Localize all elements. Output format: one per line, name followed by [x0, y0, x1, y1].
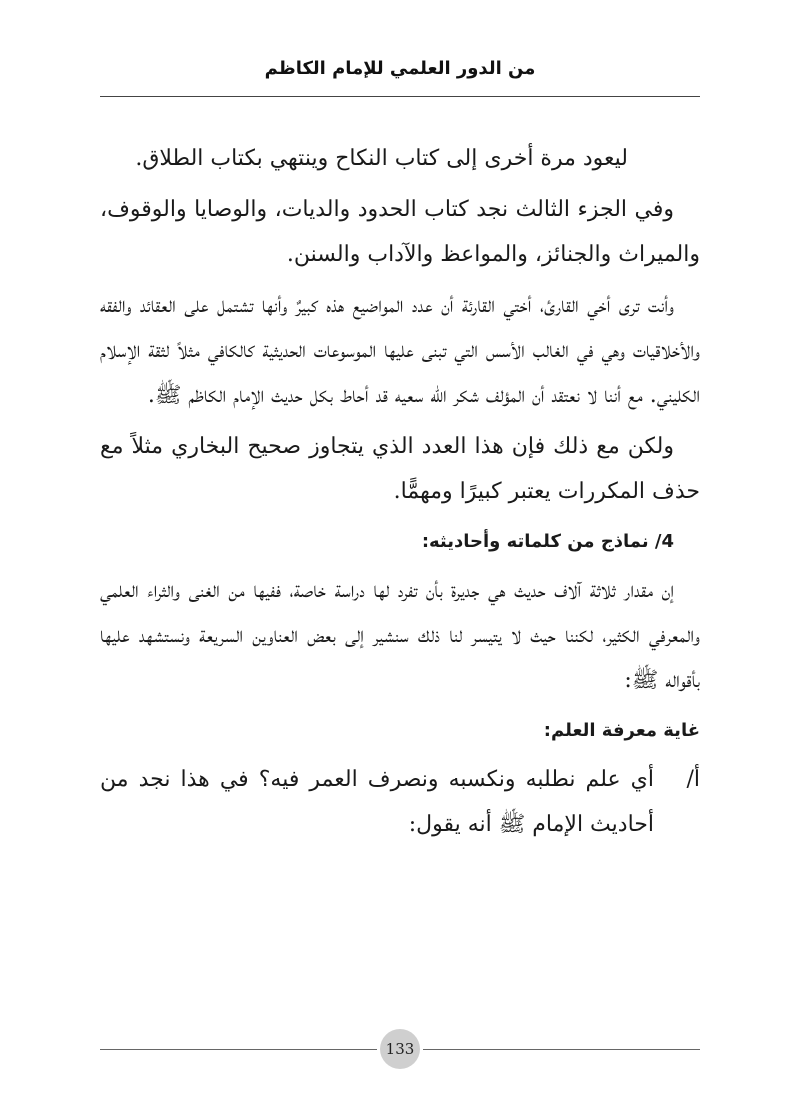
paragraph: ليعود مرة أخرى إلى كتاب النكاح وينتهي بكتاب الطلاق. [135, 146, 628, 171]
running-header: من الدور العلمي للإمام الكاظم [264, 58, 536, 79]
list-item [100, 757, 700, 847]
footer-divider-right [423, 1049, 700, 1050]
header-divider [100, 96, 700, 97]
section-heading: 4/ نماذج من كلماته وأحاديثه: [421, 531, 674, 552]
subheading: غاية معرفة العلم: [543, 720, 700, 741]
list-marker: أ/ [686, 767, 700, 792]
paragraph: وأنت ترى أخي القارئ، أختي القارئة أن عدد المواضيع هذه كبيرٌ وأنها تشتمل على العقائد والفقه والأخلاقيات وهي في الغالب الأسس التي تبنى عليها الموسوعات الحديثية كالكافي مثلاً لثقة الإسلام الكليني. مع أننا لا نعتقد أن المؤلف شكر الله سعيه قد أحاط بكل حديث الإمام الكاظم ﷺ. [100, 293, 700, 408]
body-text [100, 136, 700, 847]
list-item-text: أي علم نطلبه ونكسبه ونصرف العمر فيه؟ في هذا نجد من أحاديث الإمام ﷺ أنه يقول: [100, 767, 654, 837]
paragraph: إن مقدار ثلاثة آلاف حديث هي جديرة بأن تفرد لها دراسة خاصة، ففيها من الغنى والثراء العلمي والمعرفي الكثير، لكننا حيث لا يتيسر لنا ذلك سنشير إلى بعض العناوين السريعة ونستشهد عليها بأقواله ﷺ: [100, 578, 700, 693]
page-number: 133 [380, 1029, 420, 1069]
paragraph: ولكن مع ذلك فإن هذا العدد الذي يتجاوز صحيح البخاري مثلاً مع حذف المكررات يعتبر كبيرًا ومهمًّا. [100, 434, 700, 504]
footer-divider-left [100, 1049, 377, 1050]
paragraph: وفي الجزء الثالث نجد كتاب الحدود والديات، والوصايا والوقوف، والميراث والجنائز، والمواعظ والآداب والسنن. [100, 197, 700, 267]
